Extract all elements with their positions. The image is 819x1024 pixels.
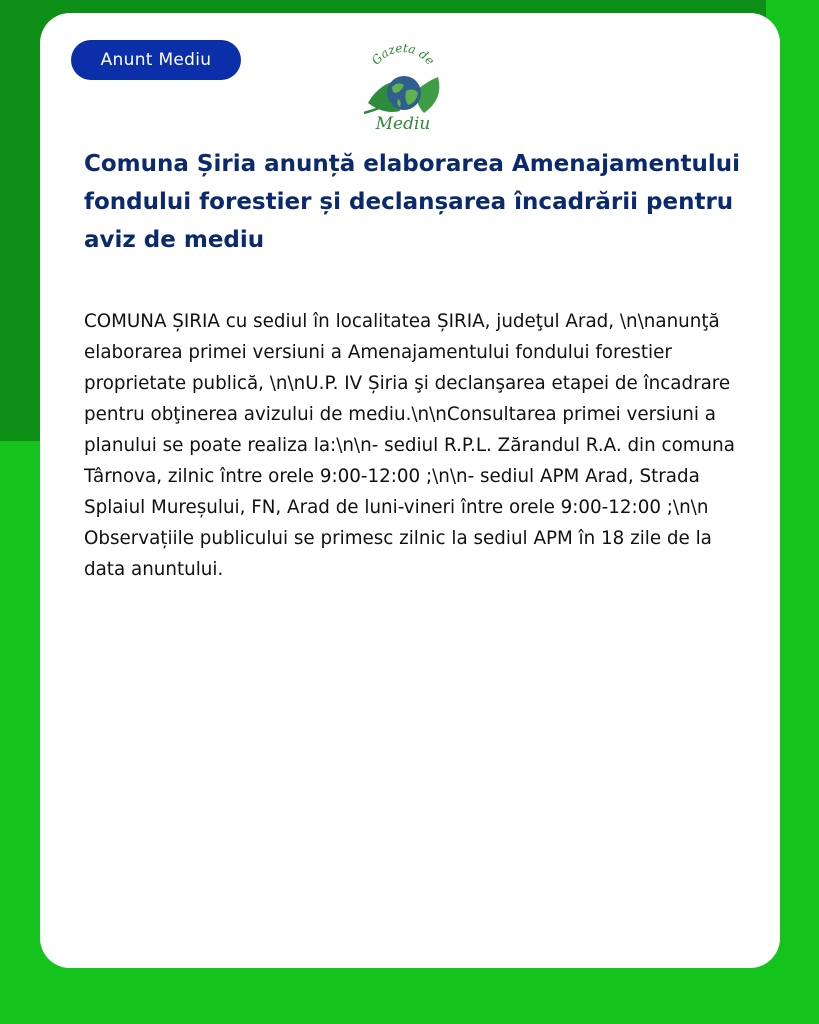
- svg-text:Gazeta de: [369, 41, 437, 68]
- category-badge[interactable]: Anunt Mediu: [71, 40, 241, 80]
- logo-top-text: Gazeta de: [368, 41, 438, 68]
- article-title: Comuna Șiria anunță elaborarea Amenajamentului fondului forestier și declanșarea încadrării pentru aviz de mediu: [84, 151, 741, 253]
- announcement-card: [40, 13, 780, 968]
- article-body: COMUNA ȘIRIA cu sediul în localitatea ȘIRIA, judeţul Arad, \n\nanunţă elaborarea primei versiuni a Amenajamentului fondului forestier proprietate publică, \n\nU.P. IV Șiria şi declanşarea etapei de încadrare pentru obţinerea avizului de mediu.\n\nConsultarea primei versiuni a planului se poate realiza la:\n\n- sediul R.P.L. Zărandul R.A. din comuna Târnova, zilnic între orele 9:00-12:00 ;\n\n- sediul APM Arad, Strada Splaiul Mureșului, FN, Arad de luni-vineri între orele 9:00-12:00 ;\n\n Observațiile publicului se primesc zilnic la sediul APM în 18 zile de la data anuntului.: [84, 311, 735, 580]
- logo-bottom-text: Mediu: [375, 114, 431, 133]
- gazeta-de-mediu-logo: [358, 41, 448, 133]
- globe-leaf-icon: [358, 41, 448, 133]
